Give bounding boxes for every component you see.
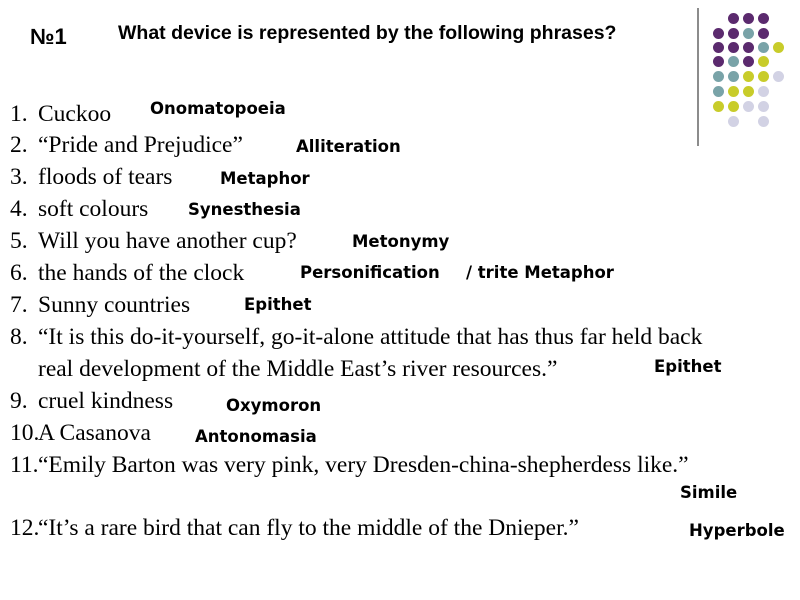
decorative-dot xyxy=(773,71,784,82)
decorative-dot xyxy=(713,42,724,53)
list-item-9 xyxy=(10,387,173,415)
decorative-dot xyxy=(728,86,739,97)
decorative-dot xyxy=(713,28,724,39)
answer-1: Onomatopoeia xyxy=(150,99,286,118)
item-number: 10. xyxy=(10,420,40,446)
list-item-8 xyxy=(10,323,702,351)
slide-title: What device is represented by the following phrases? xyxy=(118,22,617,44)
item-text: Will you have another cup? xyxy=(38,228,297,254)
decorative-dot xyxy=(758,101,769,112)
decorative-dot xyxy=(728,116,739,127)
decorative-dot xyxy=(713,56,724,67)
decorative-dot xyxy=(728,101,739,112)
decorative-dot xyxy=(728,28,739,39)
decorative-dot xyxy=(728,71,739,82)
item-text: “It is this do-it-yourself, go-it-alone attitude that has thus far held back xyxy=(38,324,703,350)
answer-5: Metonymy xyxy=(352,232,450,251)
decorative-dot xyxy=(743,101,754,112)
decorative-dot xyxy=(758,116,769,127)
list-item-8-line-2: real development of the Middle East’s river resources.” xyxy=(38,356,558,382)
dot-grid-decoration xyxy=(0,0,800,140)
item-number: 8. xyxy=(10,324,28,350)
list-item-3 xyxy=(10,163,172,191)
vertical-divider xyxy=(697,8,699,146)
answer-7: Epithet xyxy=(244,295,312,314)
answer-11: Simile xyxy=(680,483,738,502)
decorative-dot xyxy=(758,86,769,97)
decorative-dot xyxy=(743,71,754,82)
list-item-12 xyxy=(10,514,579,542)
list-item-5 xyxy=(10,227,297,255)
answer-12: Hyperbole xyxy=(689,521,785,540)
answer-2: Alliteration xyxy=(296,137,401,156)
item-number: 1. xyxy=(10,101,28,127)
item-text: the hands of the clock xyxy=(38,260,245,286)
decorative-dot xyxy=(773,42,784,53)
decorative-dot xyxy=(713,71,724,82)
item-number: 5. xyxy=(10,228,28,254)
decorative-dot xyxy=(728,56,739,67)
decorative-dot xyxy=(743,13,754,24)
answer-6-extra: / trite Metaphor xyxy=(466,263,614,282)
answer-3: Metaphor xyxy=(220,169,310,188)
item-text: Cuckoo xyxy=(38,101,112,127)
list-item-10 xyxy=(10,419,151,447)
item-text: Sunny countries xyxy=(38,292,191,318)
answer-4: Synesthesia xyxy=(188,200,301,219)
list-item-7 xyxy=(10,291,190,319)
decorative-dot xyxy=(743,42,754,53)
list-item-11 xyxy=(10,451,689,479)
item-number: 3. xyxy=(10,164,28,190)
decorative-dot xyxy=(743,56,754,67)
decorative-dot xyxy=(713,86,724,97)
decorative-dot xyxy=(758,28,769,39)
decorative-dot xyxy=(758,13,769,24)
item-text: soft colours xyxy=(38,196,149,222)
item-number: 4. xyxy=(10,196,28,222)
answer-8: Epithet xyxy=(654,357,722,376)
item-text: cruel kindness xyxy=(38,388,174,414)
item-number: 9. xyxy=(10,388,28,414)
item-text: “Pride and Prejudice” xyxy=(38,132,243,158)
decorative-dot xyxy=(743,28,754,39)
item-text: A Casanova xyxy=(38,420,151,446)
item-text: floods of tears xyxy=(38,164,173,190)
decorative-dot xyxy=(758,56,769,67)
decorative-dot xyxy=(713,101,724,112)
list-item-2 xyxy=(10,131,243,159)
item-number: 2. xyxy=(10,132,28,158)
decorative-dot xyxy=(728,13,739,24)
list-item-6 xyxy=(10,259,244,287)
answer-10: Antonomasia xyxy=(195,427,317,446)
item-text: “Emily Barton was very pink, very Dresden-china-shepherdess like.” xyxy=(38,452,689,478)
decorative-dot xyxy=(758,42,769,53)
answer-9: Oxymoron xyxy=(226,396,322,415)
decorative-dot xyxy=(728,42,739,53)
decorative-dot xyxy=(758,71,769,82)
item-number: 11. xyxy=(10,452,39,478)
answer-6: Personification xyxy=(300,263,440,282)
item-number: 6. xyxy=(10,260,28,286)
item-number: 12. xyxy=(10,515,40,541)
list-item-4 xyxy=(10,195,148,223)
list-item-1 xyxy=(10,100,111,128)
item-text: “It’s a rare bird that can fly to the middle of the Dnieper.” xyxy=(38,515,579,541)
slide-number: №1 xyxy=(30,24,67,49)
decorative-dot xyxy=(743,86,754,97)
item-number: 7. xyxy=(10,292,28,318)
